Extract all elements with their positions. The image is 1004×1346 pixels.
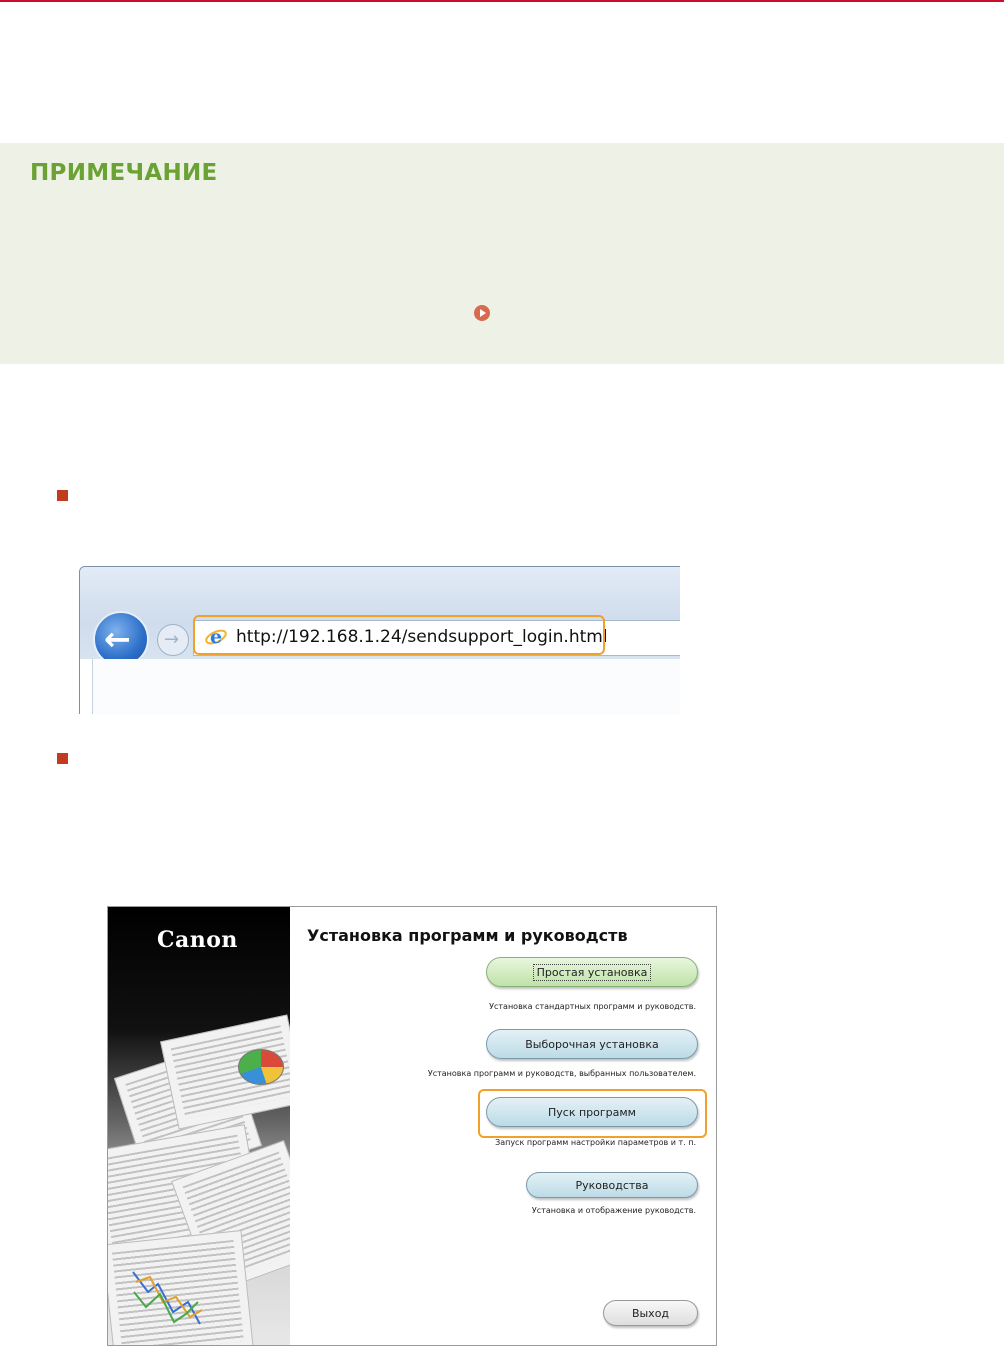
custom-install-description: Установка программ и руководств, выбранных пользователем. [427,1069,696,1078]
section-bullet-1 [57,490,68,501]
section-bullet-2 [57,753,68,764]
top-rule [0,0,1004,2]
line-graph-image [128,1262,208,1332]
start-software-description: Запуск программ настройки параметров и т. п. [495,1138,696,1147]
pie-chart-icon [238,1049,284,1085]
installer-side-panel [108,907,290,1346]
installer-title: Установка программ и руководств [307,926,628,945]
easy-install-label: Простая установка [533,964,652,981]
custom-install-label: Выборочная установка [525,1037,659,1051]
url-text[interactable]: http://192.168.1.24/sendsupport_login.html [236,627,608,647]
note-title: ПРИМЕЧАНИЕ [30,160,218,186]
manuals-button[interactable] [526,1172,698,1198]
easy-install-button[interactable] [486,957,698,987]
exit-button[interactable] [603,1300,698,1326]
link-arrow-icon[interactable] [474,305,490,321]
svg-text:e: e [209,626,223,648]
forward-button[interactable] [157,624,189,656]
start-software-highlight [478,1089,707,1138]
custom-install-button[interactable] [486,1029,698,1059]
installer-window [107,906,717,1346]
canon-logo: Canon [157,927,238,953]
manuals-description: Установка и отображение руководств. [531,1206,696,1215]
start-software-label: Пуск программ [548,1105,636,1119]
easy-install-description: Установка стандартных программ и руководств. [489,1002,696,1011]
back-arrow-icon: ← [104,620,131,658]
exit-label: Выход [631,1306,670,1320]
forward-arrow-icon: → [164,629,180,650]
installer-main-panel [290,907,717,1346]
manuals-label: Руководства [575,1178,649,1192]
address-highlight [193,615,605,655]
browser-screenshot [79,566,680,714]
browser-page-area [92,659,680,714]
